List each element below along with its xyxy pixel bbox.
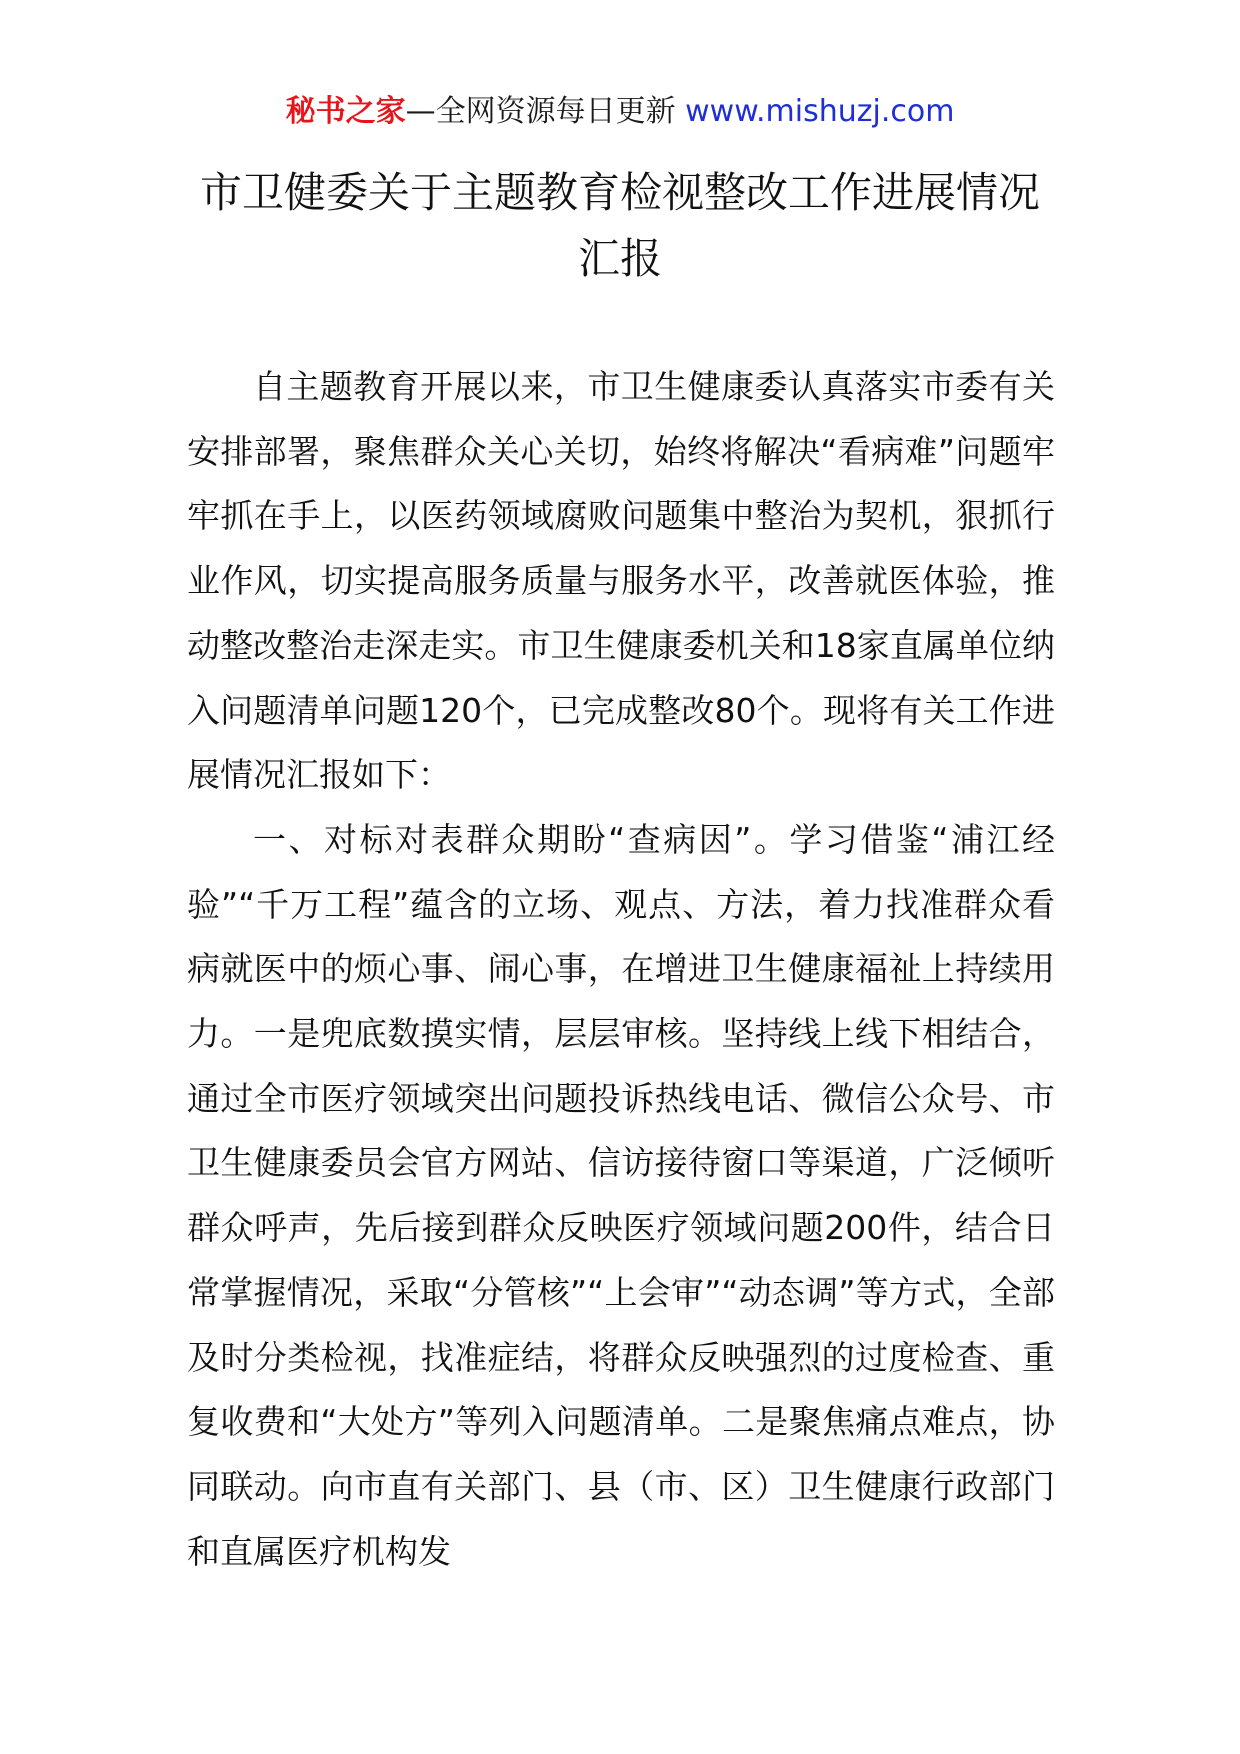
watermark-header (0, 92, 1240, 132)
brand-name: 秘书之家 (285, 94, 406, 129)
brand-tagline: —全网资源每日更新 (405, 94, 686, 129)
paragraph-section-one: 一、对标对表群众期盼“查病因”。学习借鉴“浦江经验”“千万工程”蕴含的立场、观点、方法，着力找准群众看病就医中的烦心事、闹心事，在增进卫生健康福祉上持续用力。一是兜底数摸实情，层层审核。坚持线上线下相结合，通过全市医疗领域突出问题投诉热线电话、微信公众号、市卫生健康委员会官方网站、信访接待窗口等渠道，广泛倾听群众呼声，先后接到群众反映医疗领域问题200件，结合日常掌握情况，采取“分管核”“上会审”“动态调”等方式，全部及时分类检视，找准症结，将群众反映强烈的过度检查、重复收费和“大处方”等列入问题清单。二是聚焦痛点难点，协同联动。向市直有关部门、县（市、区）卫生健康行政部门和直属医疗机构发 (187, 819, 1055, 1571)
site-url-link[interactable]: www.mishuzj.com (685, 94, 955, 129)
document-body (187, 355, 1055, 1584)
document-title: 市卫健委关于主题教育检视整改工作进展情况汇报 (199, 168, 1040, 283)
paragraph-intro: 自主题教育开展以来，市卫生健康委认真落实市委有关安排部署，聚焦群众关心关切，始终将解决“看病难”问题牢牢抓在手上，以医药领域腐败问题集中整治为契机，狠抓行业作风，切实提高服务质量与服务水平，改善就医体验，推动整改整治走深走实。市卫生健康委机关和18家直属单位纳入问题清单问题120个，已完成整改80个。现将有关工作进展情况汇报如下： (187, 367, 1055, 795)
